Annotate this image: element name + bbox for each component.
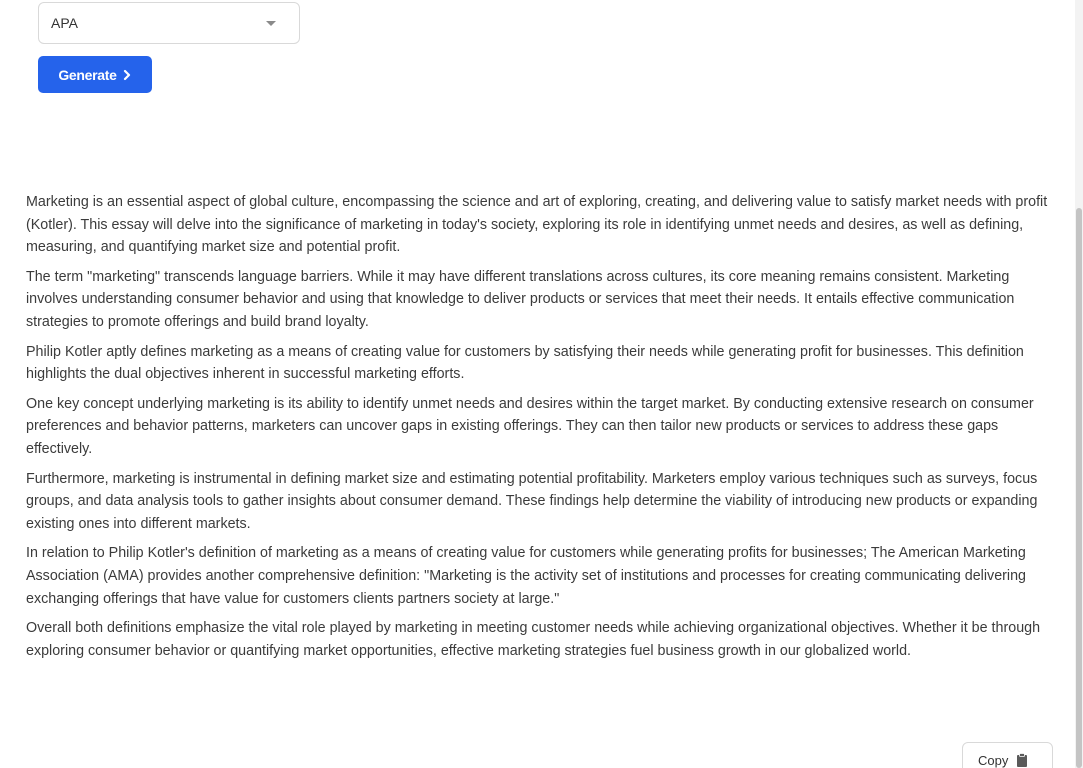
chevron-down-icon	[266, 21, 276, 26]
essay-paragraph: Furthermore, marketing is instrumental in defining market size and estimating potential profitability. Marketers employ various techniques such as surveys, focus groups, and data analysis tools to gather insights about consumer demand. These findings help determine the viability of introducing new products or expanding existing ones into different markets.	[26, 470, 1038, 532]
scrollbar[interactable]	[1075, 0, 1083, 768]
copy-button-label: Copy	[978, 752, 1009, 768]
essay-paragraph: Overall both definitions emphasize the vital role played by marketing in meeting customer needs while achieving organizational objectives. Whether it be through exploring consumer behavior or quantifying market opportunities, effective marketing strategies fuel business growth in our globalized world.	[26, 620, 1041, 659]
copy-button[interactable]	[962, 742, 1053, 768]
essay-paragraph: The term "marketing" transcends language barriers. While it may have different translations across cultures, its core meaning remains consistent. Marketing involves understanding consumer behavior and using that knowledge to deliver products or services that meet their needs. It entails effective communication strategies to promote offerings and build brand loyalty.	[26, 268, 1015, 330]
scrollbar-thumb[interactable]	[1076, 208, 1082, 768]
generate-button[interactable]	[38, 56, 152, 93]
essay-output	[26, 191, 1056, 669]
essay-paragraph: In relation to Philip Kotler's definition of marketing as a means of creating value for customers while generating profits for businesses; The American Marketing Association (AMA) provides another comprehensive definition: "Marketing is the activity set of institutions and processes for creating communicating delivering exchanging offerings that have value for customers clients partners society at large."	[26, 545, 1026, 607]
essay-paragraph: Philip Kotler aptly defines marketing as a means of creating value for customers by satisfying their needs while generating profit for businesses. This definition highlights the dual objectives inherent in successful marketing efforts.	[26, 343, 1024, 383]
citation-style-select[interactable]	[38, 2, 300, 44]
essay-paragraph: Marketing is an essential aspect of global culture, encompassing the science and art of exploring, creating, and delivering value to satisfy market needs with profit (Kotler). This essay will delve into the significance of marketing in today's society, exploring its role in identifying unmet needs and desires, as well as defining, measuring, and quantifying market size and potential profit.	[26, 194, 1048, 256]
chevron-right-icon	[122, 69, 132, 81]
citation-style-value: APA	[51, 15, 78, 31]
generate-button-label: Generate	[58, 66, 117, 83]
clipboard-icon	[1016, 753, 1028, 767]
essay-paragraph: One key concept underlying marketing is its ability to identify unmet needs and desires within the target market. By conducting extensive research on consumer preferences and behavior patterns, marketers can uncover gaps in existing offerings. They can then tailor new products or services to address these gaps effectively.	[26, 395, 1034, 457]
